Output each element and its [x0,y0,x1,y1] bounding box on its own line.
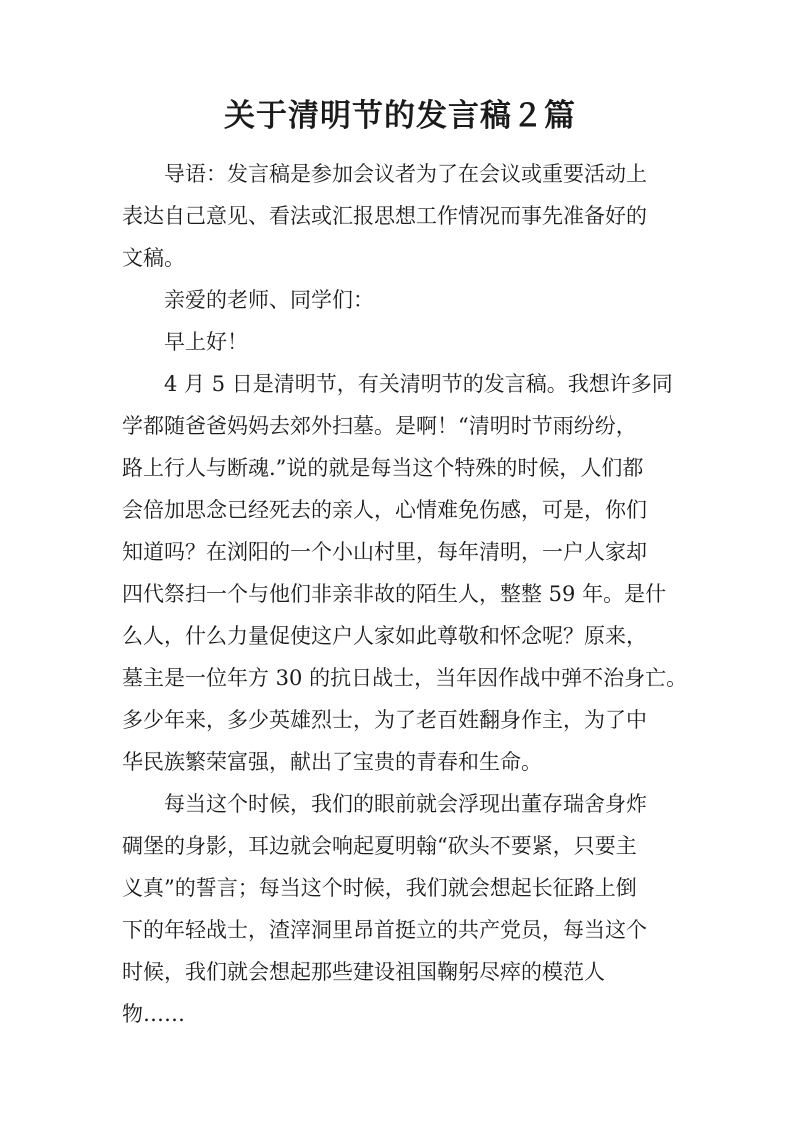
paragraph-line: 会倍加思念已经死去的亲人，心情难免伤感，可是，你们 [122,498,647,522]
paragraph-line: 路上行人与断魂.”说的就是每当这个特殊的时候，人们都 [122,456,644,480]
paragraph-line: 文稿。 [122,246,185,270]
paragraph-line: 下的年轻战士，渣滓洞里昂首挺立的共产党员，每当这个 [122,918,647,942]
paragraph-line: 时候，我们就会想起那些建设祖国鞠躬尽瘁的模范人 [122,960,605,984]
paragraph-line: 每当这个时候，我们的眼前就会浮现出董存瑞舍身炸 [164,792,647,816]
paragraph-line: 么人，什么力量促使这户人家如此尊敬和怀念呢？原来， [122,624,647,648]
paragraph-line: 墓主是一位年方 30 的抗日战士，当年因作战中弹不治身亡。 [122,666,688,690]
paragraph-line: 华民族繁荣富强，献出了宝贵的青春和生命。 [122,750,542,774]
paragraph-line: 表达自己意见、看法或汇报思想工作情况而事先准备好的 [122,204,647,228]
paragraph-line: 四代祭扫一个与他们非亲非故的陌生人，整整 59 年。是什 [122,582,667,606]
paragraph-line: 导语：发言稿是参加会议者为了在会议或重要活动上 [164,162,647,186]
salutation: 亲爱的老师、同学们： [164,288,374,312]
paragraph-line: 物…… [122,1002,185,1026]
paragraph-line: 4 月 5 日是清明节，有关清明节的发言稿。我想许多同 [164,372,673,396]
paragraph-line: 义真”的誓言；每当这个时候，我们就会想起长征路上倒 [122,876,637,900]
paragraph-line: 多少年来，多少英雄烈士，为了老百姓翻身作主，为了中 [122,708,647,732]
greeting: 早上好！ [164,330,248,354]
document-title: 关于清明节的发言稿２篇 [224,98,576,134]
paragraph-line: 知道吗？在浏阳的一个小山村里，每年清明，一户人家却 [122,540,647,564]
paragraph-line: 学都随爸爸妈妈去郊外扫墓。是啊！“清明时节雨纷纷， [122,414,637,438]
paragraph-line: 碉堡的身影，耳边就会响起夏明翰“砍头不要紧，只要主 [122,834,637,858]
